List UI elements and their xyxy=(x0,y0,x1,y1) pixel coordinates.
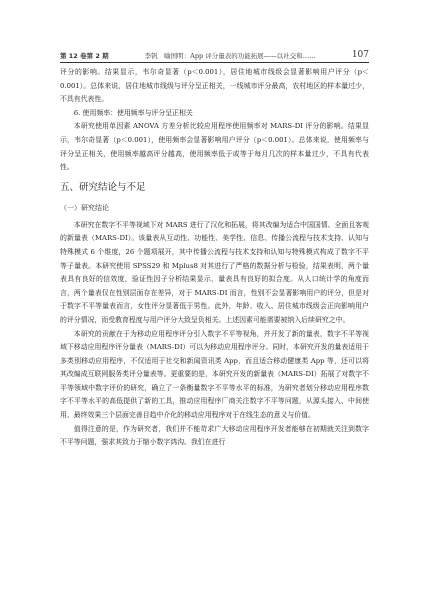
page-number: 107 xyxy=(351,50,369,60)
running-header xyxy=(60,44,369,60)
header-divider xyxy=(60,62,369,63)
paragraph-notes: 值得注意的是，作为研究者，我们并不能苛求广大移动应用程序开发者能够在初期就关注到数字不平等问题，强求其致力于缩小数字鸿沟。我们在进行 xyxy=(60,424,369,447)
body-text xyxy=(60,66,369,450)
section-heading-conclusions: 五、研究结论与不足 xyxy=(60,181,146,193)
paragraph-usage-frequency: 本研究使用单因素 ANOVA 方差分析比较应用程序使用频率对 MARS-DI 评分的影响。结果显示，韦尔奇显著（p＜0.001），使用频率会显著影响用户评分（p＜0.001）。总体来说，使用频率与评分呈正相关，使用频率越高评分越高，使用频率低于或等于每月几次的样本量过少，不具有代表性。 xyxy=(60,122,369,172)
paragraph-contributions: 本研究的贡献在于为移动应用程序评分引入数字不平等视角，并开发了新的量表，数字不平等视域下移动应用程序评分量表（MARS-DI）可以为移动应用程序评分。同时，本研究开发的量表适用于多类别移动应用程序，不仅适用于社交和新闻资讯类 App，而且适合移动健康类 App 等，还可以将其改编成互联网服务类评分量表等。更重要的是，本研究开发的新量表（MARS-DI）拓展了对数字不平等领域中数字评价的研究，确立了一条衡量数字不平等水平的标准，为研究者划分移动应用程序数字不平等水平的高低提供了新的工具，推动应用程序厂商关注数字不平等问题，从源头接入、中间使用、最终效果三个层面完善目趋中介化的移动应用程序对于在线生态的意义与价值。 xyxy=(60,329,369,420)
subheading-usage-frequency: 6. 使用频率：使用频率与评分呈正相关 xyxy=(73,108,193,117)
issue-label: 第 12 卷第 2 期 xyxy=(60,52,109,60)
paragraph-city-tier: 评分的影响。结果显示，韦尔奇显著（p＜0.001），居住地城市线级会显著影响用户评分（p＜0.001）。总体来说，居住地城市线级与评分呈正相关，一线城市评分最高，农村地区的样本量过少，不具有代表性。 xyxy=(60,68,369,104)
paragraph-findings: 本研究在数字不平等视域下对 MARS 进行了汉化和拓展，将其改编为适合中国国情、全面且客观的新量表（MARS-DI）。该量表从互动性、功能性、美学性、信息、传播公流程与技术支持、认知与特殊模式 6 个维度，26 个题项展开，其中传播公流程与技术支持和认知与特殊模式构成了数字不平等子量表。本研究使用 SPSS29 和 Mplus8 对其进行了严格的数据分析与检验，结果表明，两个量表具有良好的信效度，验证性因子分析结果显示，量表具有良好的拟合度。从人口统计学的角度而言，两个量表仅在性别层面存在差异，对于 MARS-DI 而言，性别不会显著影响用户的评分，但是对于数字不平等量表而言，女性评分显著低于男性。此外，年龄、收入、居住城市线级会正向影响用户的评分情况，而受教育程度与用户评分大致呈负相关。上述因素可能需要被纳入后续研究之中。 xyxy=(60,220,369,324)
subsection-heading-findings: （一）研究结论 xyxy=(60,203,109,212)
running-title: 李钒 喻国明：App 评分量表的功能拓展——以社交和…… xyxy=(144,52,316,60)
